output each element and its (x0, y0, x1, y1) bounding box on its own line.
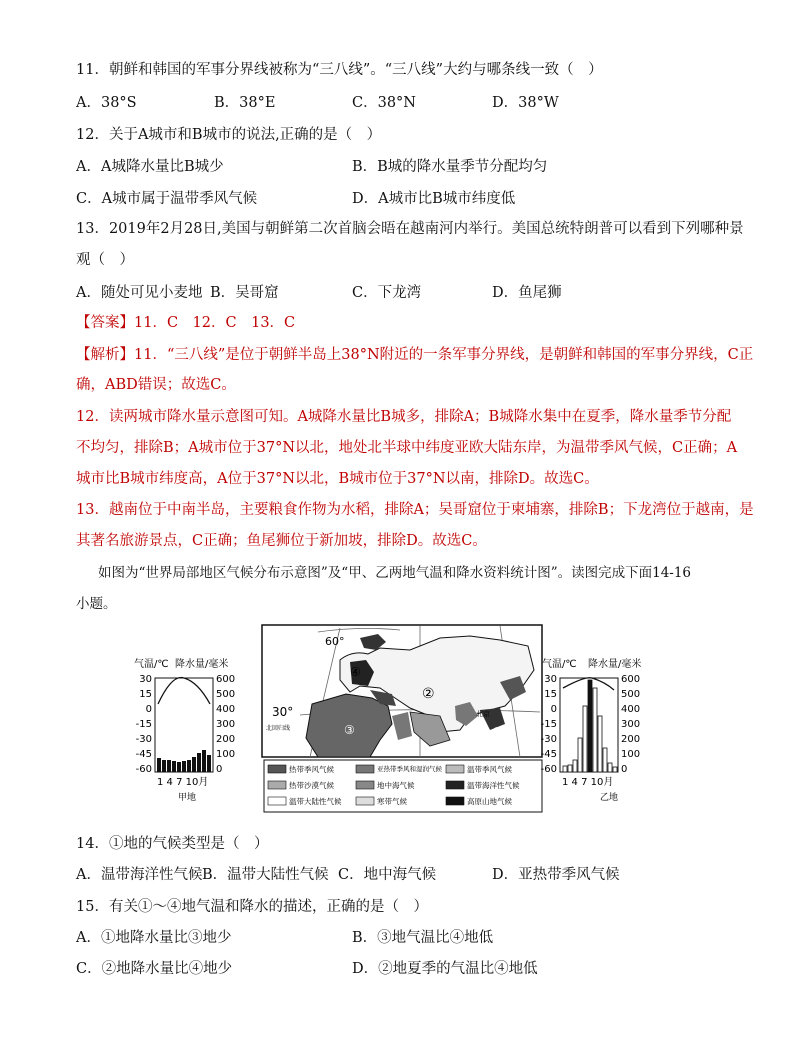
q12-stem: 12．关于A城市和B城市的说法,正确的是（ ） (76, 127, 382, 143)
world-climate-map (262, 625, 542, 757)
svg-text:100: 100 (621, 749, 641, 760)
map-marker-1: ① (492, 725, 503, 739)
svg-text:300: 300 (216, 719, 236, 730)
q11-option-b: B．38°E (214, 95, 276, 111)
svg-text:200: 200 (621, 734, 641, 745)
legend-swatch-5 (356, 781, 374, 789)
svg-text:400: 400 (621, 704, 641, 715)
legend-swatch-9 (446, 797, 464, 805)
analysis-line6: 13．越南位于中南半岛，主要粮食作物为水稻，排除A；吴哥窟位于柬埔寨，排除B；下龙湾位于越南，是 (76, 502, 754, 518)
legend-swatch-8 (356, 797, 374, 805)
svg-text:500: 500 (216, 689, 236, 700)
svg-text:0: 0 (145, 704, 152, 715)
svg-text:600: 600 (216, 674, 236, 685)
legend-label-4: 热带沙漠气候 (289, 781, 334, 790)
q12-option-c: C．A城市属于温带季风气候 (76, 191, 258, 207)
q13-option-d: D．鱼尾狮 (492, 285, 562, 301)
svg-text:600: 600 (621, 674, 641, 685)
legend-label-6: 温带海洋性气候 (467, 781, 520, 790)
jia-temp-ticks (136, 674, 152, 775)
svg-text:300: 300 (621, 719, 641, 730)
climate-figure (0, 620, 794, 820)
q11-option-d: D．38°W (492, 95, 559, 111)
yi-month-label: 1 4 7 10月 (562, 777, 614, 788)
legend-label-9: 高原山地气候 (467, 797, 512, 806)
svg-text:-60: -60 (540, 764, 557, 775)
jia-temp-curve (158, 678, 210, 704)
svg-text:-30: -30 (135, 734, 152, 745)
svg-text:400: 400 (216, 704, 236, 715)
q13-option-a: A．随处可见小麦地 (76, 285, 203, 301)
legend-label-2: 亚热带季风和湿润气候 (377, 765, 442, 773)
svg-text:15: 15 (544, 689, 557, 700)
analysis-label: 【解析】 (76, 347, 134, 363)
map-tropic-label: 北回归线 (266, 725, 291, 732)
q14-option-b: B．温带大陆性气候 (202, 867, 329, 883)
legend-label-3: 温带季风气候 (467, 765, 512, 774)
intro-line1: 如图为“世界局部地区气候分布示意图”及“甲、乙两地气温和降水资料统计图”。读图完成下面14-16 (98, 565, 692, 581)
yi-temp-ticks (541, 674, 557, 775)
q14-stem: 14．①地的气候类型是（ ） (76, 836, 269, 852)
intro-line2: 小题。 (76, 596, 117, 612)
svg-text:-15: -15 (540, 719, 557, 730)
q11-option-a: A．38°S (76, 95, 137, 111)
analysis-line3: 12．读两城市降水量示意图可知。A城降水量比B城多，排除A；B城降水集中在夏季，降水量季节分配 (76, 409, 732, 425)
q12-option-d: D．A城市比B城市纬度低 (352, 191, 516, 207)
analysis-line4: 不均匀，排除B；A城市位于37°N以北，地处北半球中纬度亚欧大陆东岸，为温带季风气候，C正确；A (76, 440, 738, 456)
q13-option-b: B．吴哥窟 (210, 285, 279, 301)
map-lat30: 30° (272, 705, 294, 719)
yi-precip-ticks (621, 674, 640, 775)
legend-label-7: 温带大陆性气候 (289, 797, 342, 806)
map-marker-2: ② (422, 686, 435, 702)
svg-text:-60: -60 (135, 764, 152, 775)
q15-option-d: D．②地夏季的气温比④地低 (352, 961, 538, 977)
svg-text:0: 0 (621, 764, 628, 775)
svg-text:-45: -45 (540, 749, 557, 760)
svg-text:0: 0 (550, 704, 557, 715)
jia-climate-chart (134, 657, 235, 803)
yi-temp-label: 气温/℃ (542, 659, 577, 670)
jia-month-label: 1 4 7 10月 (157, 777, 209, 788)
svg-text:30: 30 (139, 674, 152, 685)
q12-option-a: A．A城降水量比B城少 (76, 159, 224, 175)
legend-swatch-1 (268, 765, 286, 773)
q13-stem-line1: 13．2019年2月28日,美国与朝鲜第二次首脑会晤在越南河内举行。美国总统特朗普可以看到下列哪种景 (76, 221, 744, 237)
analysis-text-1: 11．“三八线”是位于朝鲜半岛上38°N附近的一条军事分界线，是朝鲜和韩国的军事分界线，C正 (134, 347, 754, 363)
q14-option-a: A．温带海洋性气候 (76, 867, 203, 883)
jia-precip-bars (157, 750, 211, 772)
yi-precip-label: 降水量/毫米 (588, 659, 642, 670)
q14-option-d: D．亚热带季风气候 (492, 867, 620, 883)
map-legend (264, 760, 542, 812)
legend-label-1: 热带季风气候 (289, 765, 334, 774)
svg-text:30: 30 (544, 674, 557, 685)
svg-text:-45: -45 (135, 749, 152, 760)
map-city-beijing: 北京 (476, 710, 490, 718)
q15-option-a: A．①地降水量比③地少 (76, 930, 232, 946)
legend-swatch-3 (446, 765, 464, 773)
legend-swatch-4 (268, 781, 286, 789)
legend-swatch-6 (446, 781, 464, 789)
map-marker-3: ③ (344, 723, 355, 737)
q13-option-c: C．下龙湾 (352, 285, 422, 301)
q11-option-c: C．38°N (352, 95, 416, 111)
svg-text:100: 100 (216, 749, 236, 760)
analysis-line7: 其著名旅游景点，C正确；鱼尾狮位于新加坡，排除D。故选C。 (76, 533, 487, 549)
svg-text:0: 0 (216, 764, 223, 775)
analysis-line1 (76, 345, 753, 365)
svg-text:200: 200 (216, 734, 236, 745)
analysis-line5: 城市比B城市纬度高，A位于37°N以北，B城市位于37°N以南，排除D。故选C。 (76, 471, 599, 487)
q13-stem-line2: 观（ ） (76, 252, 134, 268)
map-marker-4: ④ (350, 665, 361, 679)
q15-option-b: B．③地气温比④地低 (352, 930, 494, 946)
q15-option-c: C．②地降水量比④地少 (76, 961, 233, 977)
map-lat60: 60° (325, 635, 345, 648)
jia-precip-label: 降水量/毫米 (175, 659, 229, 670)
legend-label-5: 地中海气候 (377, 781, 415, 790)
svg-text:-30: -30 (540, 734, 557, 745)
yi-caption: 乙地 (600, 793, 619, 803)
jia-caption: 甲地 (178, 793, 197, 803)
answer-text: 11．C 12．C 13．C (134, 315, 296, 331)
q11-stem: 11．朝鲜和韩国的军事分界线被称为“三八线”。“三八线”大约与哪条线一致（ ） (76, 62, 603, 78)
svg-text:500: 500 (621, 689, 641, 700)
jia-temp-label: 气温/℃ (134, 659, 169, 670)
legend-swatch-2 (356, 765, 374, 773)
yi-precip-bars (563, 680, 617, 772)
analysis-line2: 确，ABD错误；故选C。 (76, 377, 236, 393)
legend-label-8: 寒带气候 (377, 797, 407, 806)
q15-stem: 15．有关①～④地气温和降水的描述，正确的是（ ） (76, 899, 428, 915)
yi-climate-chart (541, 657, 642, 803)
q12-option-b: B．B城的降水量季节分配均匀 (352, 159, 548, 175)
legend-swatch-7 (268, 797, 286, 805)
answer-line (76, 313, 295, 333)
q14-option-c: C．地中海气候 (338, 867, 437, 883)
svg-text:-15: -15 (135, 719, 152, 730)
svg-text:15: 15 (139, 689, 152, 700)
answer-label: 【答案】 (76, 315, 134, 331)
jia-precip-ticks (216, 674, 235, 775)
